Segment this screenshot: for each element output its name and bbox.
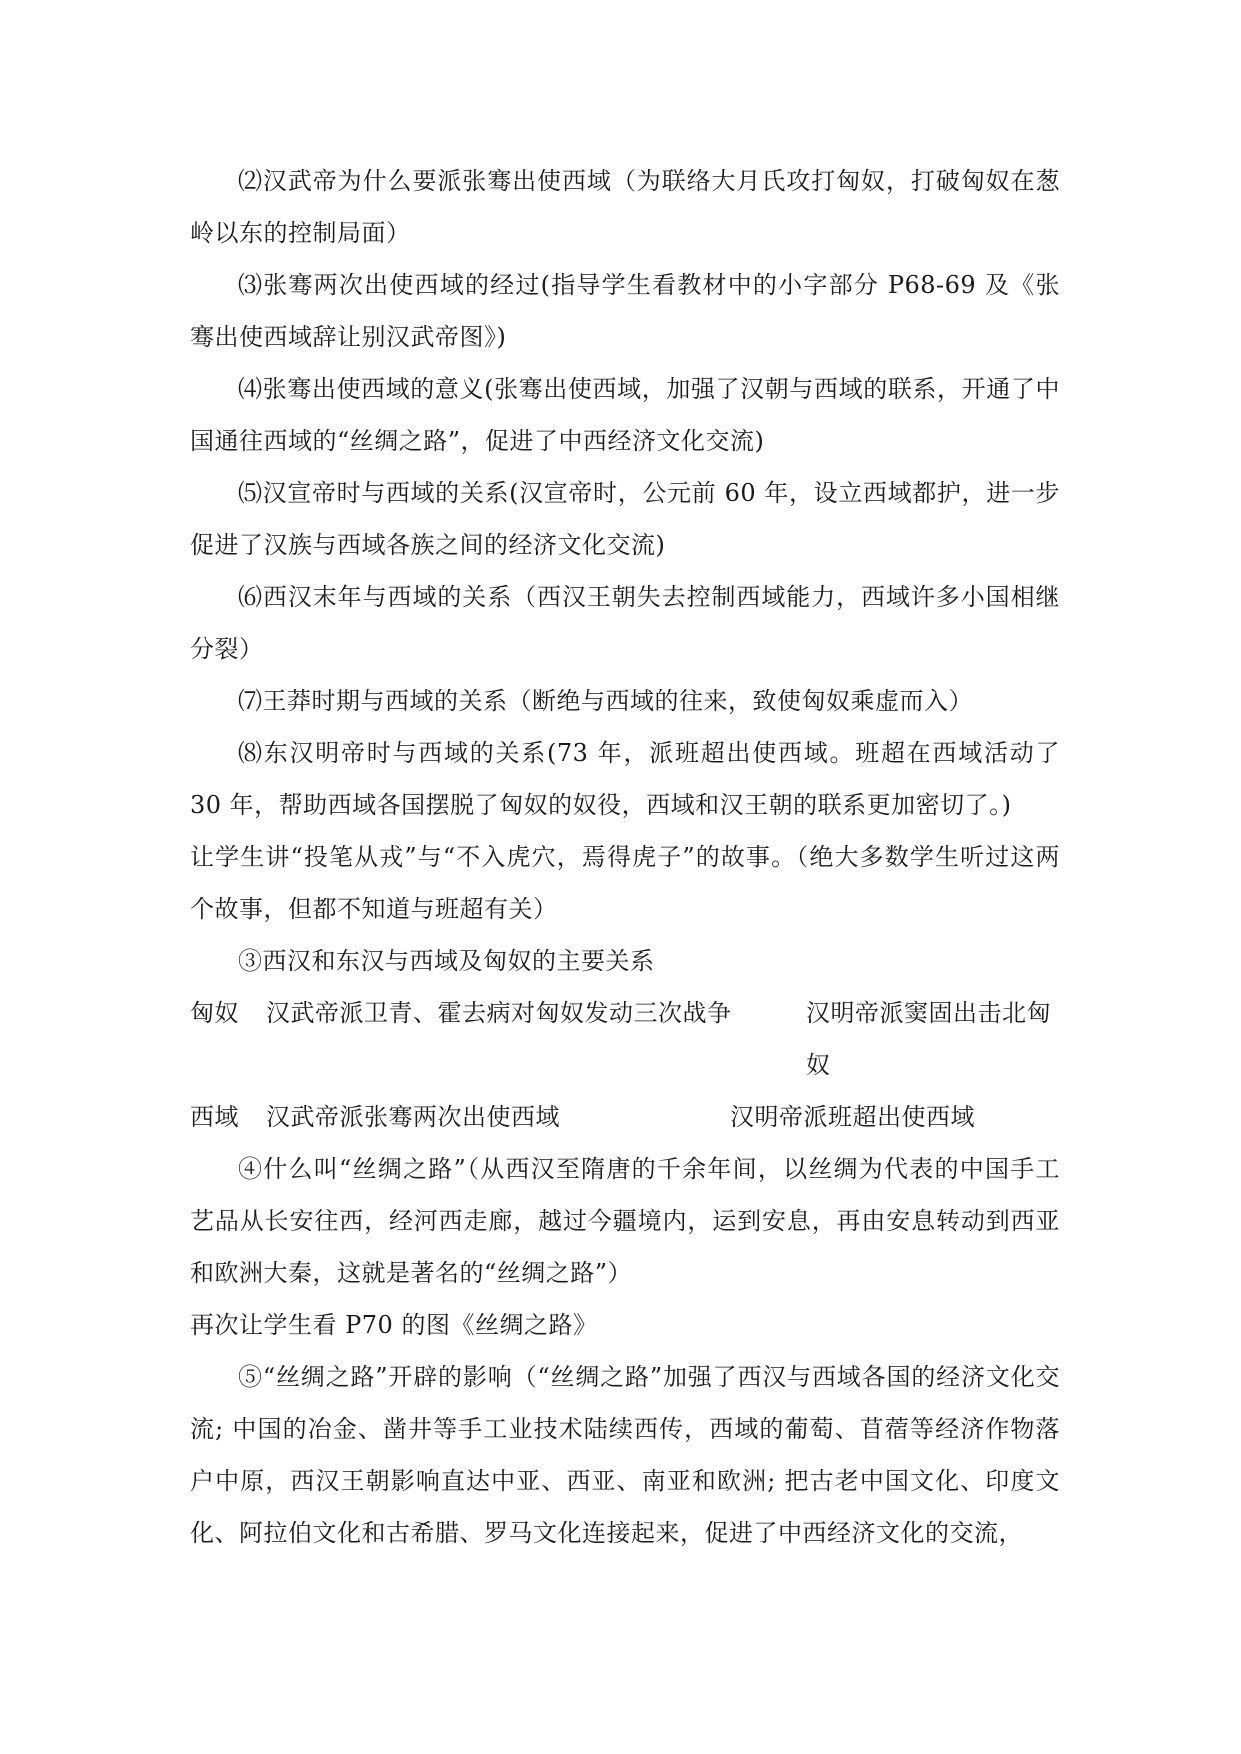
paragraph-emperor-xuan: ⑸汉宣帝时与西域的关系(汉宣帝时，公元前 60 年，设立西域都护，进一步促进了汉族与西域各族之间的经济文化交流) <box>190 479 1060 559</box>
row-label: 西域 <box>190 1103 239 1131</box>
paragraph-silk-road-figure: 再次让学生看 P70 的图《丝绸之路》 <box>190 1311 598 1339</box>
paragraph-relations-heading: ③西汉和东汉与西域及匈奴的主要关系 <box>238 947 655 975</box>
western-han-cell: 汉武帝派卫青、霍去病对匈奴发动三次战争 <box>266 999 732 1027</box>
paragraph-silk-road-impact: ⑤“丝绸之路”开辟的影响（“丝绸之路”加强了西汉与西域各国的经济文化交流; 中国的冶金、凿井等手工业技术陆续西传，西域的葡萄、苜蓿等经济作物落户中原，西汉王朝影响直达中亚、西亚、南亚和欧洲; 把古老中国文化、印度文化、阿拉伯文化和古希腊、罗马文化连接起来，促进了中西经济文化的交流， <box>190 1363 1060 1547</box>
document-body <box>190 155 1060 1559</box>
paragraph-mission-significance: ⑷张骞出使西域的意义(张骞出使西域，加强了汉朝与西域的联系，开通了中国通往西域的“丝绸之路”，促进了中西经济文化交流) <box>190 375 1060 455</box>
paragraph-two-missions: ⑶张骞两次出使西域的经过(指导学生看教材中的小字部分 P68-69 及《张骞出使西域辞让别汉武帝图》) <box>190 271 1060 351</box>
paragraph-silk-road-definition: ④什么叫“丝绸之路”（从西汉至隋唐的千余年间，以丝绸为代表的中国手工艺品从长安往西，经河西走廊，越过今疆境内，运到安息，再由安息转动到西亚和欧洲大秦，这就是著名的“丝绸之路”） <box>190 1155 1060 1287</box>
eastern-han-cell: 汉明帝派窦固出击北匈奴 <box>806 999 1051 1079</box>
eastern-han-cell: 汉明帝派班超出使西域 <box>730 1103 975 1131</box>
western-han-cell: 汉武帝派张骞两次出使西域 <box>266 1103 560 1131</box>
table-row <box>190 1091 1060 1143</box>
paragraph-wang-mang: ⑺王莽时期与西域的关系（断绝与西域的往来，致使匈奴乘虚而入） <box>238 687 973 715</box>
paragraph-why-zhangqian: ⑵汉武帝为什么要派张骞出使西域（为联络大月氏攻打匈奴，打破匈奴在葱岭以东的控制局面） <box>190 167 1060 247</box>
paragraph-emperor-ming: ⑻东汉明帝时与西域的关系(73 年，派班超出使西域。班超在西域活动了 30 年，帮助西域各国摆脱了匈奴的奴役，西域和汉王朝的联系更加密切了。) <box>190 739 1060 819</box>
table-row <box>190 987 1060 1091</box>
row-label: 匈奴 <box>190 999 239 1027</box>
paragraph-late-western-han: ⑹西汉末年与西域的关系（西汉王朝失去控制西域能力，西域许多小国相继分裂） <box>190 583 1060 663</box>
paragraph-stories: 让学生讲“投笔从戎”与“不入虎穴，焉得虎子”的故事。（绝大多数学生听过这两个故事，但都不知道与班超有关） <box>190 843 1060 923</box>
